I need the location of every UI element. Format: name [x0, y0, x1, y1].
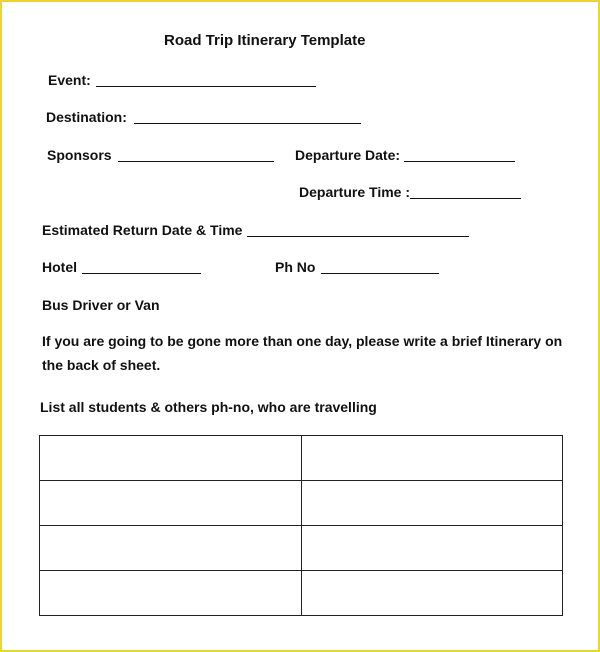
departure-date-blank[interactable] — [404, 161, 515, 162]
departure-time-label: Departure Time : — [299, 184, 410, 200]
table-row — [40, 436, 563, 481]
departure-date-label: Departure Date: — [295, 147, 401, 163]
destination-blank[interactable] — [134, 123, 361, 124]
page-title: Road Trip Itinerary Template — [164, 32, 366, 49]
table-cell[interactable] — [302, 436, 563, 481]
sponsors-blank[interactable] — [118, 161, 274, 162]
event-label: Event: — [48, 72, 91, 88]
return-blank[interactable] — [247, 236, 469, 237]
table-cell[interactable] — [40, 436, 302, 481]
table-row — [40, 526, 563, 571]
hotel-label: Hotel — [42, 259, 77, 275]
table-cell[interactable] — [40, 481, 302, 526]
phone-label: Ph No — [275, 259, 316, 275]
return-label: Estimated Return Date & Time — [42, 222, 243, 238]
students-table — [39, 435, 563, 616]
table-cell[interactable] — [302, 571, 563, 616]
table-cell[interactable] — [40, 571, 302, 616]
table-row — [40, 481, 563, 526]
list-heading: List all students & others ph-no, who are travelling — [40, 399, 377, 415]
destination-label: Destination: — [46, 109, 127, 125]
instructions-text: If you are going to be gone more than one day, please write a brief Itinerary on the back of sheet. — [42, 333, 563, 373]
table-cell[interactable] — [302, 481, 563, 526]
table-row — [40, 571, 563, 616]
sponsors-label: Sponsors — [47, 147, 112, 163]
departure-time-blank[interactable] — [410, 198, 521, 199]
event-blank[interactable] — [96, 86, 316, 87]
hotel-blank[interactable] — [82, 273, 201, 274]
table-cell[interactable] — [40, 526, 302, 571]
table-cell[interactable] — [302, 526, 563, 571]
bus-driver-label: Bus Driver or Van — [42, 297, 160, 313]
phone-blank[interactable] — [321, 273, 439, 274]
